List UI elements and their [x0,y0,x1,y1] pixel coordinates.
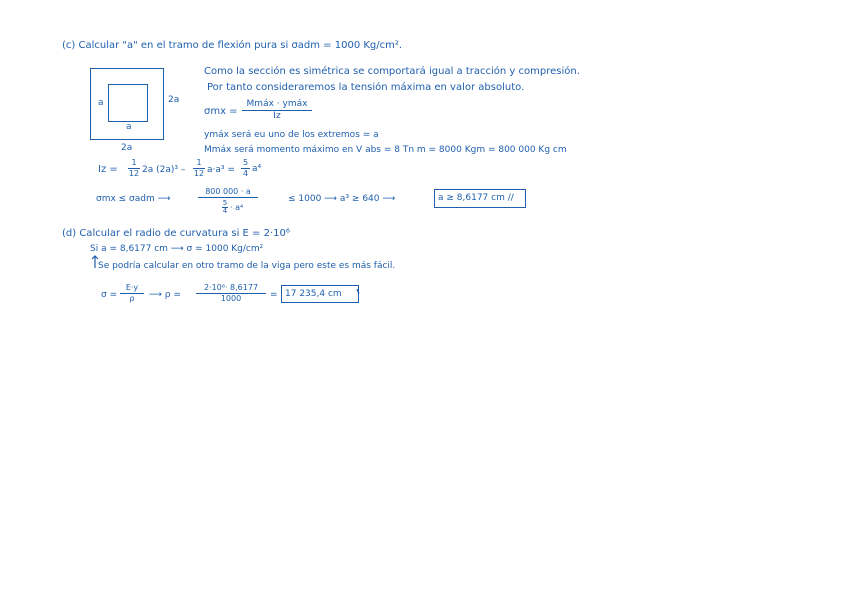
rho-middle: ⟶ ρ = [149,290,181,300]
iz-f2-den: 12 [193,169,205,178]
cond-den-num: 5 [222,199,228,207]
part-d-line-2: Se podría calcular en otro tramo de la viga pero este es más fácil. [98,261,396,271]
sigma-denominator: Iz [273,111,281,121]
max-stress-line: Por tanto consideraremos la tensión máxima en valor absoluto. [207,82,525,93]
rho-equals: = [270,290,278,300]
iz-f3-den: 4 [242,169,249,178]
cond-den-den: 4 [222,207,228,215]
sigma-numerator: Mmáx · ymáx [246,99,308,109]
part-d-line-1: Si a = 8,6177 cm ⟶ σ = 1000 Kg/cm² [90,244,264,254]
condition-rhs: ≤ 1000 ⟶ a³ ≥ 640 ⟶ [288,194,396,204]
iz-f3-num: 5 [242,158,249,167]
iz-f1-den: 12 [128,169,140,178]
cond-den-tail: · a⁴ [230,203,244,212]
condition-lhs: σmx ≤ σadm ⟶ [96,194,171,204]
iz-term-1: 2a (2a)³ – [142,165,186,175]
iz-f2-num: 1 [196,158,202,167]
outer-bottom-label: 2a [121,143,133,153]
outer-side-label: 2a [168,95,180,105]
rho-fraction-2 [196,284,266,303]
rho-f2-den: 1000 [220,294,242,303]
iz-term-2: a·a³ = [207,165,235,175]
rho-fraction-1 [120,284,144,303]
ymax-line: ymáx será eu uno de los extremos = a [204,130,379,140]
part-d-heading: (d) Calcular el radio de curvatura si E = 2·10⁶ [62,228,290,239]
rho-lhs: σ = [101,290,118,300]
result-d-box: 17 235,4 cm [281,285,359,303]
rho-f1-den: ρ [129,294,135,303]
sigma-lhs: σmx = [204,106,238,117]
iz-lhs: Iz = [98,164,118,175]
result-c-box: a ≥ 8,6177 cm // [434,189,526,208]
inner-side-label: a [98,98,104,108]
iz-f1-num: 1 [131,158,137,167]
rho-f1-num: E·y [125,283,139,292]
rho-f2-num: 2·10⁶· 8,6177 [203,283,259,292]
iz-term-3: a⁴ [252,164,262,174]
condition-numerator: 800 000 · a [205,187,251,196]
mmax-line: Mmáx será momento máximo en V abs = 8 Tn m = 8000 Kgm = 800 000 Kg cm [204,145,567,155]
symmetry-line: Como la sección es simétrica se comportará igual a tracción y compresión. [204,66,580,77]
part-c-heading: (c) Calcular "a" en el tramo de flexión pura si σadm = 1000 Kg/cm². [62,40,403,51]
inner-bottom-label: a [126,122,132,132]
